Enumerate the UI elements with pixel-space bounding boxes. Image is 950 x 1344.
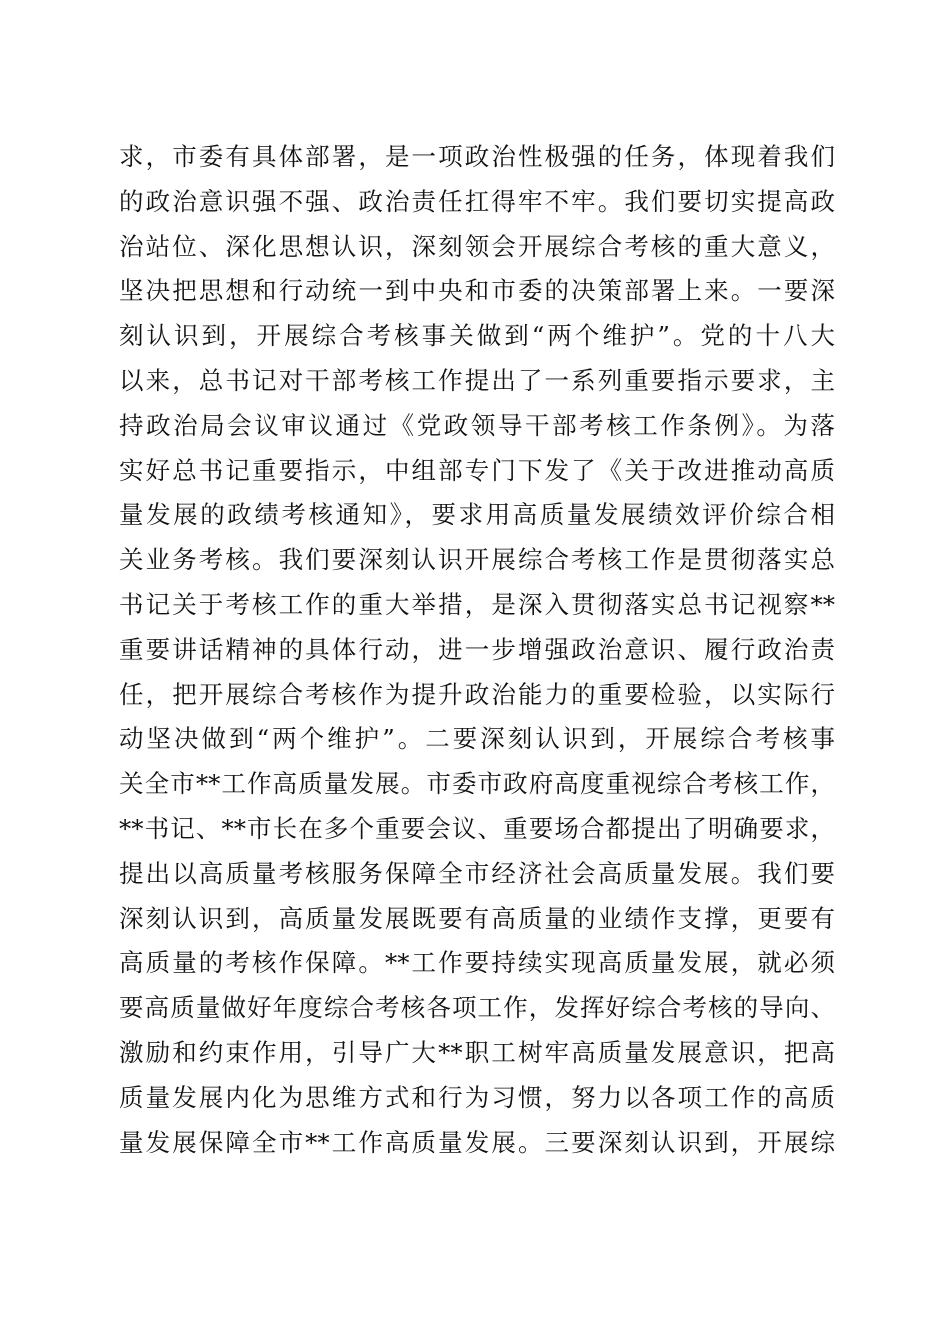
text-line: 实好总书记重要指示，中组部专门下发了《关于改进推动高质 (119, 455, 835, 485)
text-line: 任，把开展综合考核作为提升政治能力的重要检验，以实际行 (119, 679, 835, 709)
text-line: 治站位、深化思想认识，深刻领会开展综合考核的重大意义， (119, 231, 835, 261)
text-line: 坚决把思想和行动统一到中央和市委的决策部署上来。一要深 (119, 276, 835, 306)
text-line: 重要讲话精神的具体行动，进一步增强政治意识、履行政治责 (119, 634, 835, 664)
text-line: 以来，总书记对干部考核工作提出了一系列重要指示要求，主 (119, 365, 835, 395)
text-line: **书记、**市长在多个重要会议、重要场合都提出了明确要求， (119, 813, 835, 843)
text-line: 动坚决做到“两个维护”。二要深刻认识到，开展综合考核事 (119, 724, 835, 754)
text-line: 深刻认识到，高质量发展既要有高质量的业绩作支撑，更要有 (119, 903, 835, 933)
text-line: 的政治意识强不强、政治责任扛得牢不牢。我们要切实提高政 (119, 186, 835, 216)
text-line: 量发展保障全市**工作高质量发展。三要深刻认识到，开展综 (119, 1127, 835, 1157)
text-line: 书记关于考核工作的重大举措，是深入贯彻落实总书记视察** (119, 589, 835, 619)
text-line: 量发展的政绩考核通知》，要求用高质量发展绩效评价综合相 (119, 500, 835, 530)
text-line: 提出以高质量考核服务保障全市经济社会高质量发展。我们要 (119, 858, 835, 888)
text-line: 要高质量做好年度综合考核各项工作，发挥好综合考核的导向、 (119, 993, 835, 1023)
text-line: 求，市委有具体部署，是一项政治性极强的任务，体现着我们 (119, 142, 835, 171)
text-line: 高质量的考核作保障。**工作要持续实现高质量发展，就必须 (119, 948, 835, 978)
text-line: 刻认识到，开展综合考核事关做到“两个维护”。党的十八大 (119, 321, 835, 351)
text-line: 关全市**工作高质量发展。市委市政府高度重视综合考核工作， (119, 769, 835, 799)
body-paragraph (119, 135, 835, 1165)
text-line: 激励和约束作用，引导广大**职工树牢高质量发展意识，把高 (119, 1037, 835, 1067)
text-line: 持政治局会议审议通过《党政领导干部考核工作条例》。为落 (119, 410, 835, 440)
text-line: 关业务考核。我们要深刻认识开展综合考核工作是贯彻落实总 (119, 545, 835, 575)
text-line: 质量发展内化为思维方式和行为习惯，努力以各项工作的高质 (119, 1082, 835, 1112)
